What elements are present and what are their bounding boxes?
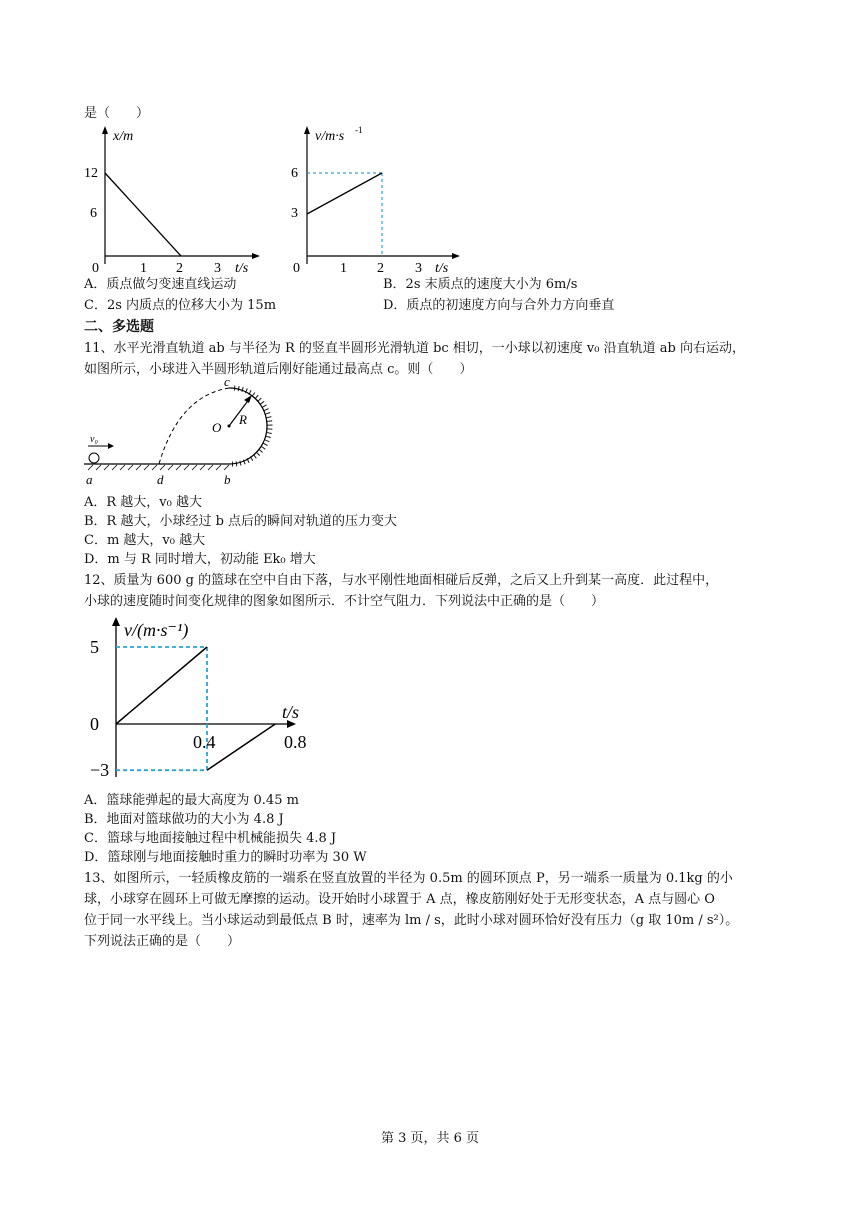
fig11-R-label: R <box>239 412 247 427</box>
chart-series-line <box>116 647 207 724</box>
fig11-c-label: c <box>224 376 230 389</box>
q10-graph-xt <box>80 124 260 274</box>
chart-xtick-label: 0.8 <box>284 732 307 752</box>
q13-stem-line1: 13、如图所示，一轻质橡皮筋的一端系在竖直放置的半径为 0.5m 的圆环顶点 P，另一端系一质量为 0.1kg 的小 <box>84 871 733 886</box>
q11-figure <box>84 376 284 488</box>
chart-ytick-label: 5 <box>90 637 99 657</box>
q11-option-a: A．R 越大，v₀ 越大 <box>84 495 202 510</box>
q10-option-d: D．质点的初速度方向与合外力方向垂直 <box>383 298 615 313</box>
graph2-ylabel-sup: -1 <box>355 125 363 135</box>
q12-option-b: B．地面对篮球做功的大小为 4.8 J <box>84 812 284 827</box>
q12-option-c: C．篮球与地面接触过程中机械能损失 4.8 J <box>84 831 337 846</box>
graph1-line <box>105 173 181 256</box>
q10-option-b: B．2s 末质点的速度大小为 6m/s <box>383 277 578 292</box>
chart-series-line <box>207 724 275 770</box>
q10-option-c: C．2s 内质点的位移大小为 15m <box>84 298 277 313</box>
chart-ytick-label: −3 <box>90 760 110 781</box>
graph2-xtick: 2 <box>377 261 384 274</box>
chart-ylabel: v/(m·s⁻¹) <box>124 620 189 640</box>
chart-ytick-label: 0 <box>90 714 99 734</box>
fig11-d-label: d <box>157 472 164 487</box>
q12-stem-line1: 12、质量为 600 g 的篮球在空中自由下落，与水平刚性地面相碰后反弹，之后又上升到某一高度．此过程中， <box>84 573 719 588</box>
graph2-xtick: 3 <box>415 261 422 274</box>
q11-stem-line1: 11、水平光滑直轨道 ab 与半径为 R 的竖直半圆形光滑轨道 bc 相切，一小球以初速度 v₀ 沿直轨道 ab 向右运动， <box>84 341 745 356</box>
page-footer: 第 3 页，共 6 页 <box>380 1131 480 1146</box>
q12-option-a: A．篮球能弹起的最大高度为 0.45 m <box>84 793 299 808</box>
chart-xlabel: t/s <box>282 702 300 722</box>
q12-vt-chart <box>84 612 314 782</box>
fig11-O-label: O <box>212 420 222 435</box>
q11-option-b: B．R 越大，小球经过 b 点后的瞬间对轨道的压力变大 <box>84 514 398 529</box>
graph1-xtick: 1 <box>140 261 147 274</box>
q10-graph-vt <box>285 124 465 274</box>
q11-option-d: D．m 与 R 同时增大，初动能 Ek₀ 增大 <box>84 552 316 567</box>
fig11-a-label: a <box>86 472 93 487</box>
q13-stem-line4: 下列说法正确的是（ ） <box>84 934 241 949</box>
graph1-ytick: 12 <box>84 166 98 181</box>
q12-option-d: D．篮球刚与地面接触时重力的瞬时功率为 30 W <box>84 850 367 865</box>
graph1-ylabel: x/m <box>113 129 134 144</box>
q11-stem-line2: 如图所示，小球进入半圆形轨道后刚好能通过最高点 c。则（ ） <box>84 362 473 377</box>
graph2-ytick: 3 <box>291 206 298 221</box>
graph1-xtick: 3 <box>214 261 221 274</box>
graph2-ylabel: v/m·s <box>315 129 345 144</box>
graph2-line <box>307 173 382 214</box>
graph1-xtick: 0 <box>92 261 99 274</box>
graph1-xtick: 2 <box>176 261 183 274</box>
q10-stem-end: 是（ ） <box>84 106 150 121</box>
graph2-xtick: 0 <box>293 261 300 274</box>
q12-stem-line2: 小球的速度随时间变化规律的图象如图所示．不计空气阻力．下列说法中正确的是（ ） <box>84 594 605 609</box>
graph2-xlabel: t/s <box>435 261 449 274</box>
fig11-b-label: b <box>224 472 231 487</box>
graph1-ytick: 6 <box>90 206 97 221</box>
section-title: 二、多选题 <box>84 319 154 335</box>
chart-xtick-label: 0.4 <box>193 732 216 752</box>
graph1-xlabel: t/s <box>235 261 249 274</box>
graph2-ytick: 6 <box>291 166 298 181</box>
graph2-xtick: 1 <box>340 261 347 274</box>
q11-option-c: C．m 越大，v₀ 越大 <box>84 533 206 548</box>
q13-stem-line3: 位于同一水平线上。当小球运动到最低点 B 时，速率为 lm / s，此时小球对圆环恰好没有压力（g 取 10m / s²）。 <box>84 913 739 928</box>
q13-stem-line2: 球，小球穿在圆环上可做无摩擦的运动。设开始时小球置于 A 点，橡皮筋刚好处于无形变状态，A 点与圆心 O <box>84 892 715 907</box>
fig11-v0-label: v₀ <box>90 434 98 445</box>
q10-option-a: A．质点做匀变速直线运动 <box>84 277 237 292</box>
